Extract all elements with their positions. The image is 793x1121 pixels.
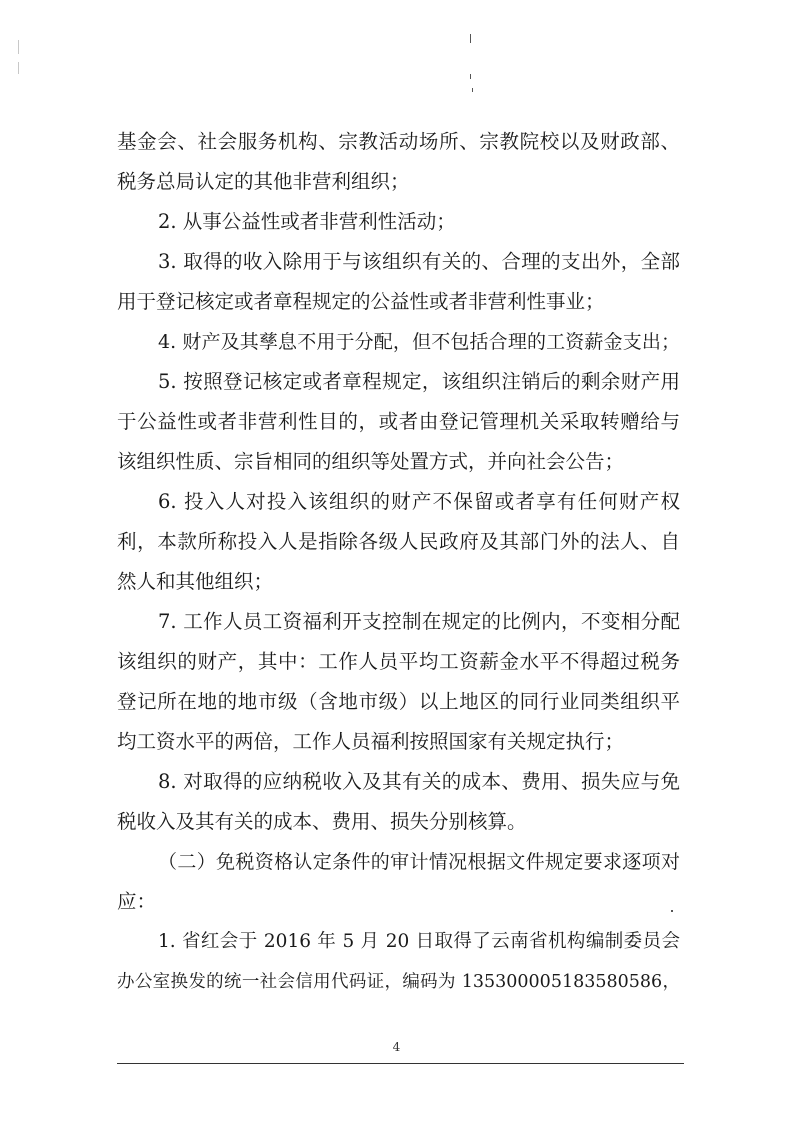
text-line: 登记所在地的地市级（含地市级）以上地区的同行业同类组织平 bbox=[117, 690, 680, 713]
text-line: 于公益性或者非营利性目的，或者由登记管理机关采取转赠给与 bbox=[117, 410, 680, 433]
text-line: 7. 工作人员工资福利开支控制在规定的比例内，不变相分配 bbox=[158, 610, 680, 633]
scan-speck bbox=[472, 88, 473, 92]
scan-speck bbox=[470, 74, 471, 79]
text-line: 办公室换发的统一社会信用代码证，编码为 135300005183580586， bbox=[117, 972, 680, 992]
binding-mark bbox=[18, 40, 19, 54]
text-line: 6. 投入人对投入该组织的财产不保留或者享有任何财产权 bbox=[158, 490, 680, 513]
text-line: 2. 从事公益性或者非营利性活动； bbox=[158, 210, 456, 233]
text-line: 5. 按照登记核定或者章程规定，该组织注销后的剩余财产用 bbox=[158, 370, 680, 393]
text-line: 用于登记核定或者章程规定的公益性或者非营利性事业； bbox=[117, 290, 605, 313]
text-line: （二）免税资格认定条件的审计情况根据文件规定要求逐项对 bbox=[158, 851, 680, 873]
body-text bbox=[117, 122, 680, 1002]
text-line: 应： bbox=[117, 890, 157, 913]
binding-mark bbox=[18, 62, 19, 74]
text-line: 税收入及其有关的成本、费用、损失分别核算。 bbox=[117, 810, 527, 833]
footer-rule bbox=[117, 1063, 684, 1064]
text-line: 该组织的财产，其中：工作人员平均工资薪金水平不得超过税务 bbox=[117, 650, 680, 673]
text-line: 税务总局认定的其他非营利组织； bbox=[117, 170, 410, 193]
text-line: 然人和其他组织； bbox=[117, 570, 274, 593]
text-line: 8. 对取得的应纳税收入及其有关的成本、费用、损失应与免 bbox=[158, 770, 680, 793]
text-line: 3. 取得的收入除用于与该组织有关的、合理的支出外，全部 bbox=[158, 250, 680, 273]
text-line: 基金会、社会服务机构、宗教活动场所、宗教院校以及财政部、 bbox=[117, 130, 680, 153]
text-line: 均工资水平的两倍，工作人员福利按照国家有关规定执行； bbox=[117, 730, 625, 753]
scan-speck bbox=[470, 34, 471, 43]
text-line: 利，本款所称投入人是指除各级人民政府及其部门外的法人、自 bbox=[117, 530, 680, 553]
page-number: 4 bbox=[392, 1040, 401, 1054]
text-line: 该组织性质、宗旨相同的组织等处置方式，并向社会公告； bbox=[117, 450, 625, 473]
text-line: 4. 财产及其孳息不用于分配，但不包括合理的工资薪金支出； bbox=[158, 331, 680, 353]
text-line: 1. 省红会于 2016 年 5 月 20 日取得了云南省机构编制委员会 bbox=[158, 931, 680, 952]
